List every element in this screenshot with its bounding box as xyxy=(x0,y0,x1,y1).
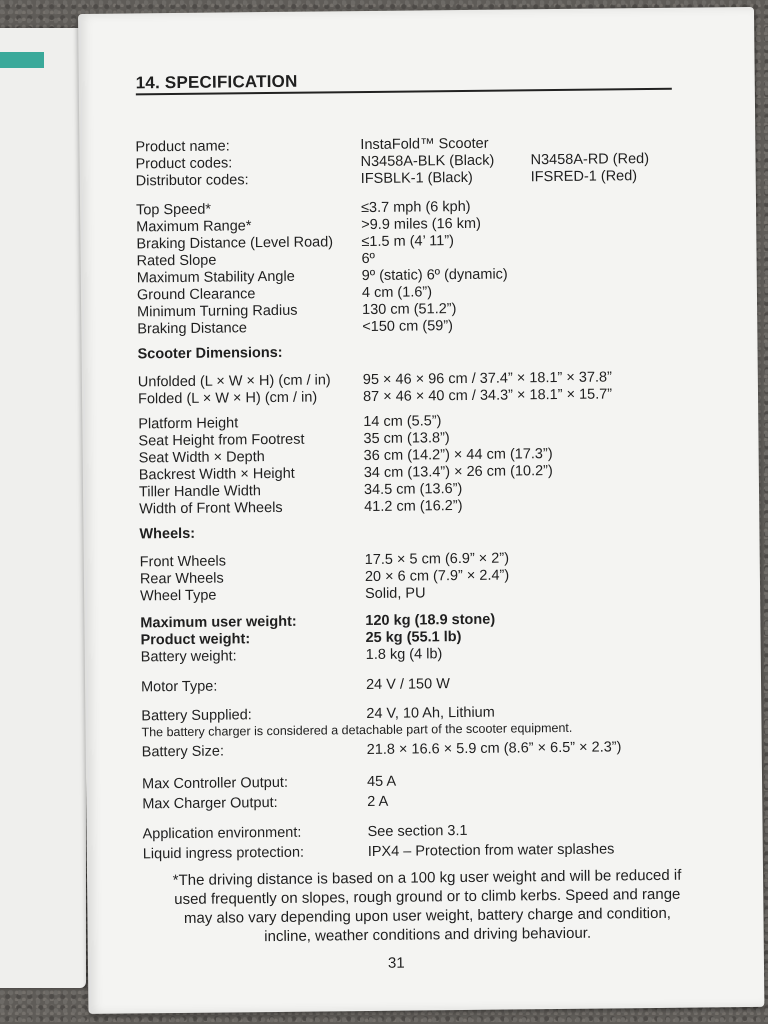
spec-value: 45 A xyxy=(366,773,397,791)
spec-value: 34 cm (13.4”) × 26 cm (10.2”) xyxy=(363,463,553,482)
spec-value: 2 A xyxy=(367,793,389,811)
spec-label: Wheel Type xyxy=(140,587,217,605)
spec-page xyxy=(78,7,764,1014)
spec-value-alt: IFSRED-1 (Red) xyxy=(530,168,638,186)
spec-value: InstaFold™ Scooter xyxy=(360,135,489,154)
footnote-line: may also vary depending upon user weight, battery charge and condition, xyxy=(183,904,672,927)
spec-label: Seat Height from Footrest xyxy=(138,431,305,450)
spec-label: Ground Clearance xyxy=(136,286,256,304)
spec-value: 34.5 cm (13.6”) xyxy=(363,481,463,499)
spec-value: IPX4 – Protection from water splashes xyxy=(367,841,615,861)
spec-value: 20 × 6 cm (7.9” × 2.4”) xyxy=(364,567,510,586)
spec-value: 24 V / 150 W xyxy=(365,676,450,694)
spec-label: Maximum user weight: xyxy=(140,613,297,632)
spec-label: Application environment: xyxy=(142,824,302,843)
spec-value: >9.9 miles (16 km) xyxy=(361,215,481,234)
spec-value: IFSBLK-1 (Black) xyxy=(360,169,473,188)
spec-value: ≤1.5 m (4’ 11”) xyxy=(361,233,455,251)
spec-label: Battery Supplied: xyxy=(141,707,252,725)
spec-value: 9º (static) 6º (dynamic) xyxy=(361,266,508,285)
spec-value: Solid, PU xyxy=(365,585,426,603)
spec-label: Folded (L × W × H) (cm / in) xyxy=(137,389,318,408)
spec-value: N3458A-BLK (Black) xyxy=(360,152,495,171)
spec-label: Motor Type: xyxy=(140,678,218,696)
section-title-dimensions: Scooter Dimensions: xyxy=(137,344,283,363)
spec-label: Rear Wheels xyxy=(139,570,224,588)
footnote-line: used frequently on slopes, rough ground or to climb kerbs. Speed and range xyxy=(174,885,681,909)
spec-value: 87 × 46 × 40 cm / 34.3” × 18.1” × 15.7” xyxy=(362,386,613,406)
spec-value: 36 cm (14.2”) × 44 cm (17.3”) xyxy=(363,446,553,465)
page-heading: 14. SPECIFICATION xyxy=(135,71,298,93)
spec-value-alt: N3458A-RD (Red) xyxy=(530,151,650,169)
spec-label: Product name: xyxy=(135,138,230,156)
spec-value: ≤3.7 mph (6 kph) xyxy=(360,198,471,217)
spec-label: Seat Width × Depth xyxy=(138,449,265,467)
spec-label: Unfolded (L × W × H) (cm / in) xyxy=(137,372,331,391)
teal-tab xyxy=(0,52,44,68)
spec-label: Product codes: xyxy=(135,155,233,173)
spec-value: 95 × 46 × 96 cm / 37.4” × 18.1” × 37.8” xyxy=(362,369,612,389)
spec-value: 6º xyxy=(361,250,376,268)
spec-value: 24 V, 10 Ah, Lithium xyxy=(366,704,495,723)
page-number: 31 xyxy=(387,954,405,972)
spec-value: 21.8 × 16.6 × 5.9 cm (8.6” × 6.5” × 2.3”) xyxy=(366,739,622,759)
spec-value: 25 kg (55.1 lb) xyxy=(365,629,462,647)
spec-value: 120 kg (18.9 stone) xyxy=(365,611,496,630)
section-title-wheels: Wheels: xyxy=(139,525,196,543)
spec-label: Maximum Stability Angle xyxy=(136,268,295,287)
spec-label: Liquid ingress protection: xyxy=(142,844,305,863)
spec-label: Rated Slope xyxy=(136,252,217,270)
spec-value: 4 cm (1.6”) xyxy=(361,284,433,302)
spec-value: 35 cm (13.8”) xyxy=(363,430,450,448)
battery-note: The battery charger is considered a detachable part of the scooter equipment. xyxy=(141,720,573,740)
spec-label: Braking Distance xyxy=(137,320,247,338)
spec-value: 130 cm (51.2”) xyxy=(362,301,457,319)
footnote-line: *The driving distance is based on a 100 kg user weight and will be reduced if xyxy=(172,866,682,890)
spec-label: Battery weight: xyxy=(140,648,237,666)
spec-value: 41.2 cm (16.2”) xyxy=(364,498,463,516)
spec-label: Maximum Range* xyxy=(136,218,252,236)
spec-value: <150 cm (59”) xyxy=(362,318,454,336)
spec-label: Battery Size: xyxy=(141,743,225,761)
spec-label: Tiller Handle Width xyxy=(138,483,262,501)
spec-label: Max Controller Output: xyxy=(141,774,289,793)
spec-label: Braking Distance (Level Road) xyxy=(136,234,334,253)
spec-label: Max Charger Output: xyxy=(142,794,278,813)
spec-label: Width of Front Wheels xyxy=(139,499,283,518)
spec-label: Platform Height xyxy=(138,415,239,433)
spec-value: 17.5 × 5 cm (6.9” × 2”) xyxy=(364,550,510,569)
spec-label: Backrest Width × Height xyxy=(138,465,295,484)
spec-label: Product weight: xyxy=(140,631,251,649)
spec-label: Top Speed* xyxy=(135,201,212,219)
spec-value: 14 cm (5.5”) xyxy=(363,413,442,431)
facing-page xyxy=(0,28,86,988)
spec-value: 1.8 kg (4 lb) xyxy=(365,646,443,664)
spec-label: Front Wheels xyxy=(139,553,227,571)
spec-label: Minimum Turning Radius xyxy=(137,302,298,321)
spec-label: Distributor codes: xyxy=(135,172,249,190)
spec-value: See section 3.1 xyxy=(367,822,468,841)
footnote-line: incline, weather conditions and driving behaviour. xyxy=(264,924,592,946)
